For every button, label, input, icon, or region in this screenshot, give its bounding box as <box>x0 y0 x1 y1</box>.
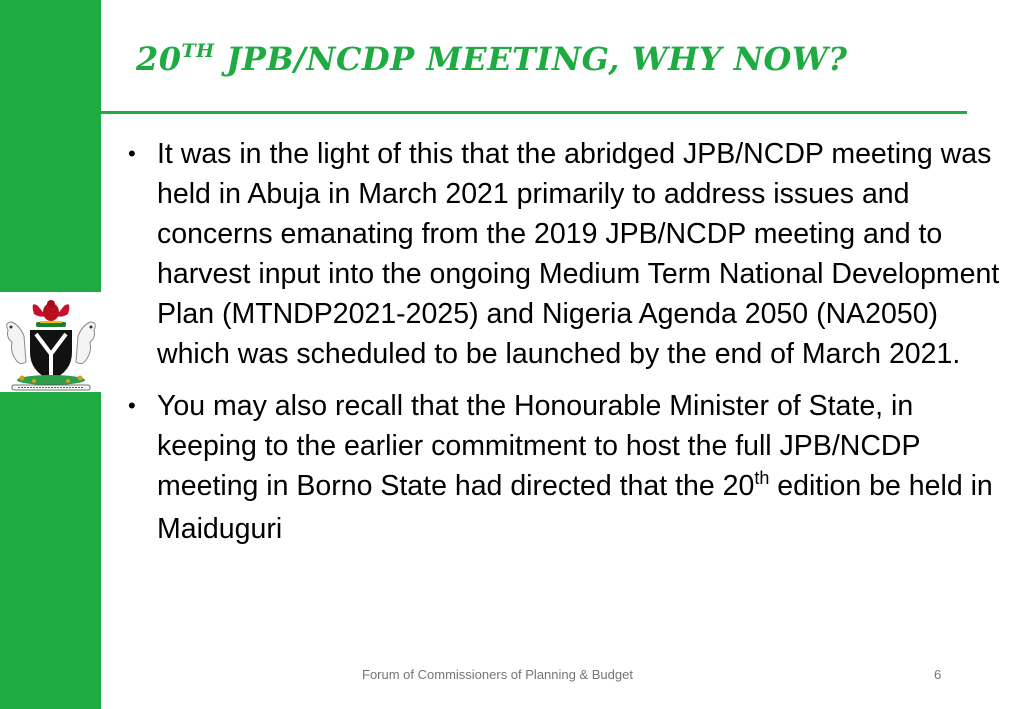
title-superscript: TH <box>181 40 215 62</box>
bullet-text-after: edition be held in Maiduguri <box>157 470 993 545</box>
title-underline <box>101 111 967 114</box>
title-rest: JPB/NCDP MEETING, WHY NOW? <box>214 40 848 78</box>
slide-footer: Forum of Commissioners of Planning & Budget <box>362 667 633 682</box>
slide-title <box>136 40 848 78</box>
bullet-item <box>128 386 1008 549</box>
bullet-text-before: You may also recall that the Honourable Minister of State, in keeping to the earlier commitment to host the full JPB/NCDP meeting in Borno State had directed that the 20 <box>157 390 920 502</box>
bullet-text: It was in the light of this that the abridged JPB/NCDP meeting was held in Abuja in March 2021 primarily to address issues and concerns emanating from the 2019 JPB/NCDP meeting and to harvest input into the ongoing Medium Term National Development Plan (MTNDP2021-2025) and Nigeria Agenda 2050 (NA2050) which was scheduled to be launched by the end of March 2021. <box>157 138 1000 370</box>
bullet-item <box>128 134 1008 374</box>
title-prefix: 20 <box>136 40 182 78</box>
bullet-marker: • <box>128 141 136 166</box>
page-number: 6 <box>934 667 942 682</box>
bullet-superscript: th <box>754 468 770 488</box>
nigeria-coat-of-arms-icon <box>0 292 102 392</box>
bullet-marker: • <box>128 393 136 418</box>
bullet-list <box>128 134 1008 561</box>
